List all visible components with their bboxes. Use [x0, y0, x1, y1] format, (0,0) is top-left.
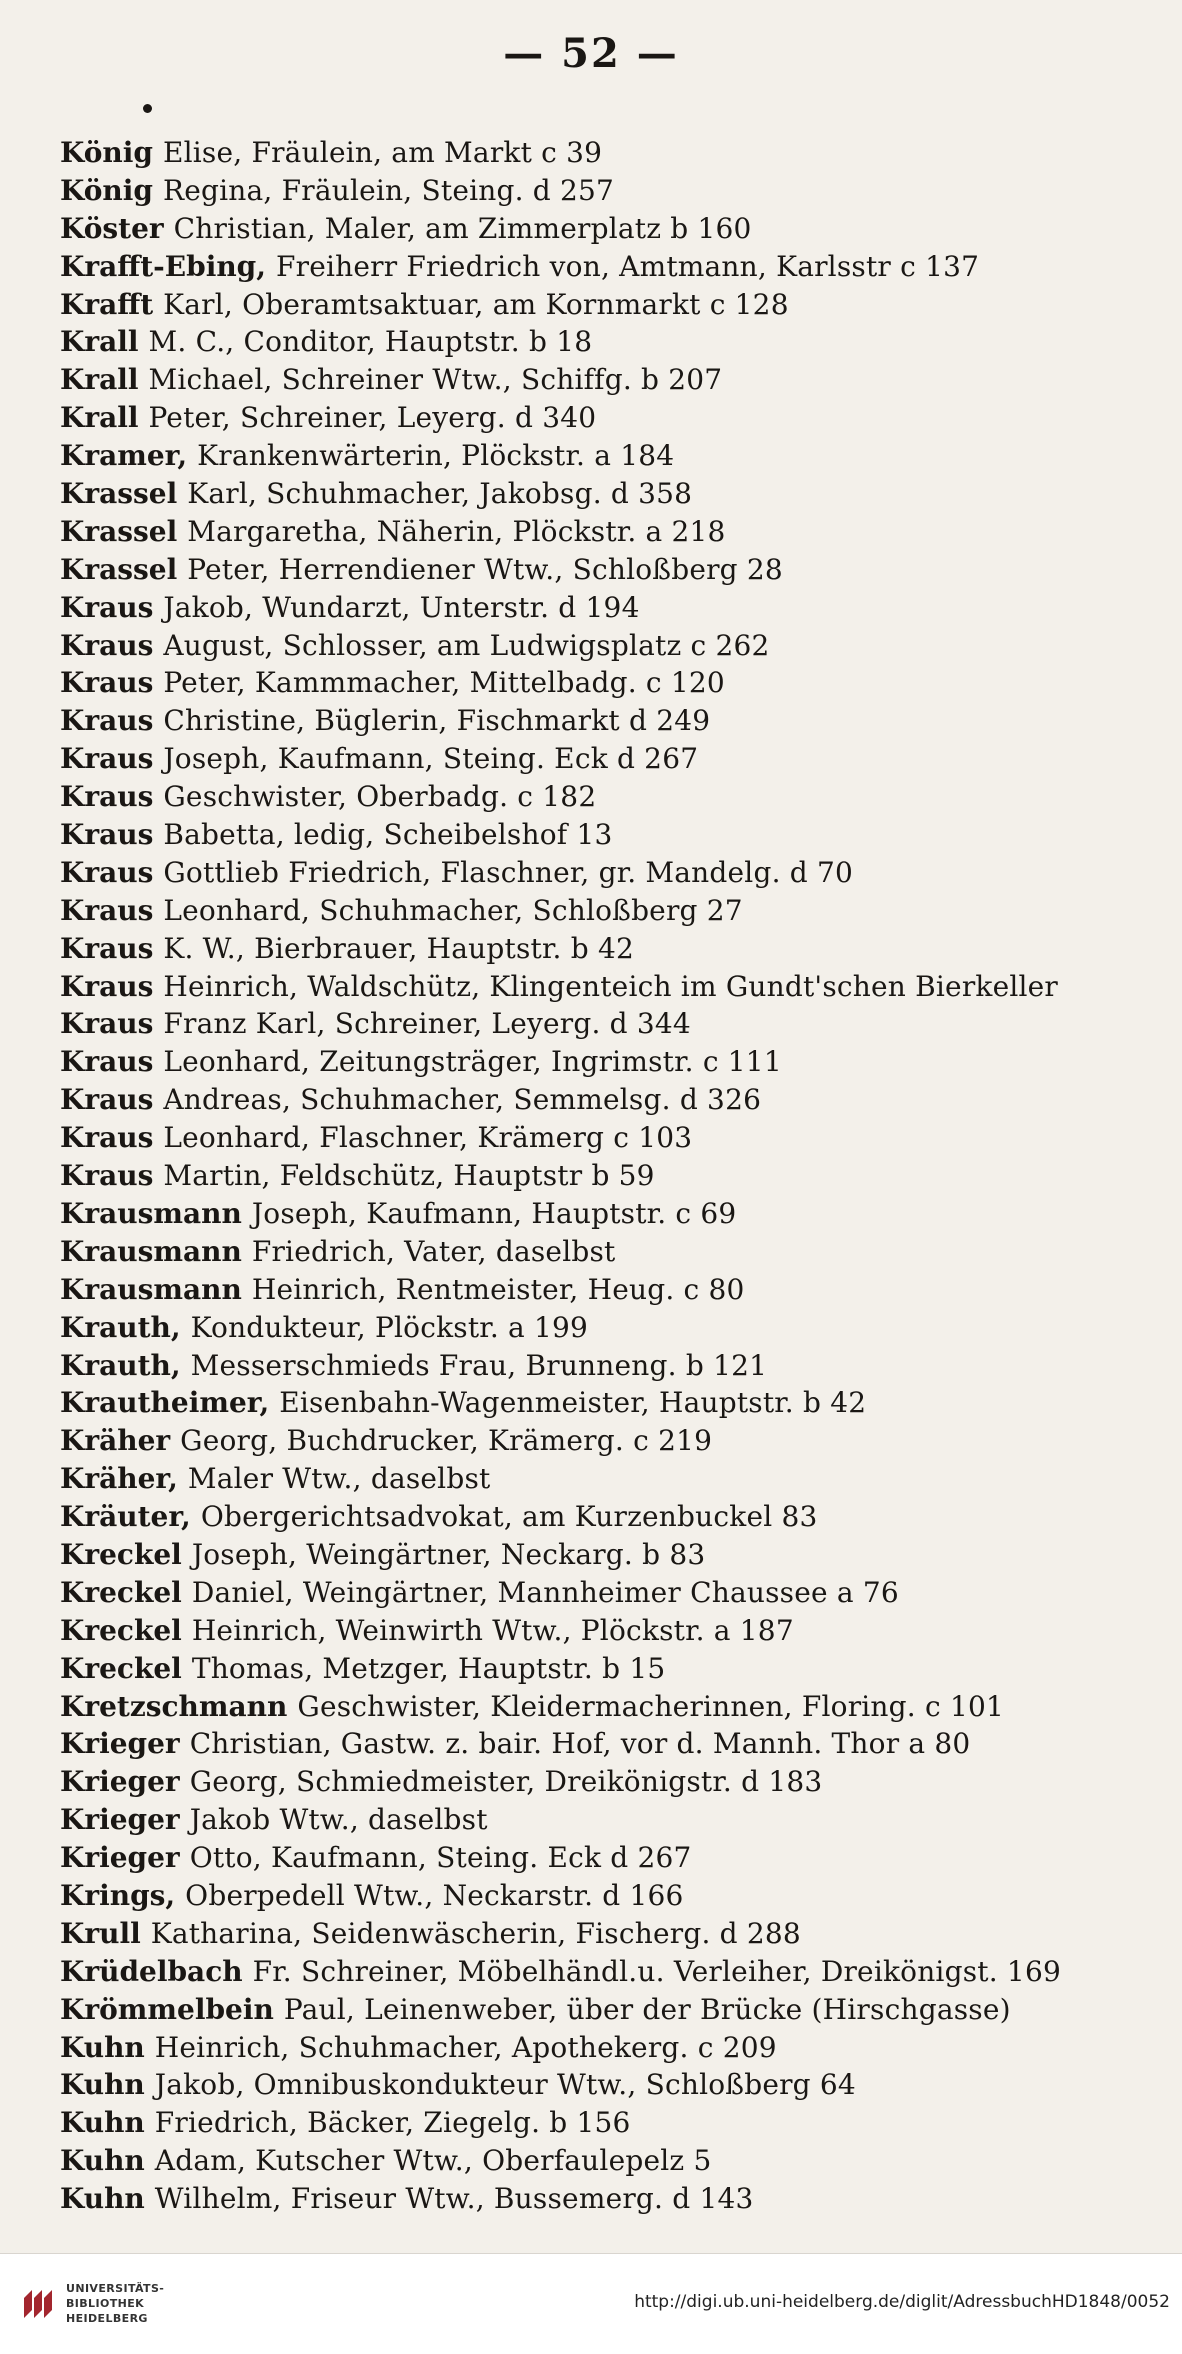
- directory-entry: [60, 1801, 1140, 1839]
- directory-entry: [60, 778, 1140, 816]
- directory-entry: [60, 740, 1140, 778]
- entry-surname: Kreckel: [60, 1651, 182, 1685]
- directory-entry: [60, 930, 1140, 968]
- entry-details: Wilhelm, Friseur Wtw., Bussemerg. d 143: [154, 2182, 754, 2216]
- entry-surname: Kraus: [60, 1083, 154, 1117]
- entry-details: Leonhard, Schuhmacher, Schloßberg 27: [163, 893, 743, 927]
- entry-details: Joseph, Kaufmann, Hauptstr. c 69: [251, 1196, 737, 1230]
- directory-entry: [60, 1384, 1140, 1422]
- directory-entry: [60, 1309, 1140, 1347]
- entry-details: Regina, Fräulein, Steing. d 257: [162, 173, 615, 207]
- entry-details: Christian, Gastw. z. bair. Hof, vor d. Mannh. Thor a 80: [189, 1727, 971, 1761]
- entry-surname: Kreckel: [60, 1537, 182, 1571]
- entry-surname: Krieger: [60, 1727, 180, 1761]
- entry-surname: Kraus: [60, 893, 154, 927]
- entry-details: M. C., Conditor, Hauptstr. b 18: [148, 325, 593, 359]
- entry-details: Thomas, Metzger, Hauptstr. b 15: [191, 1651, 666, 1685]
- entry-surname: Kräher: [60, 1424, 171, 1458]
- entry-details: Babetta, ledig, Scheibelshof 13: [163, 818, 613, 852]
- directory-entry: [60, 1460, 1140, 1498]
- entry-surname: Krüdelbach: [60, 1954, 243, 1988]
- entry-surname: Krall: [60, 363, 139, 397]
- entry-details: Geschwister, Oberbadg. c 182: [163, 780, 597, 814]
- entry-surname: Kreckel: [60, 1575, 182, 1609]
- entry-surname: Kräher,: [60, 1462, 178, 1496]
- directory-entry: [60, 1422, 1140, 1460]
- logo-line-2: BIBLIOTHEK: [66, 2297, 145, 2310]
- entry-details: Joseph, Weingärtner, Neckarg. b 83: [191, 1537, 706, 1571]
- entry-surname: Kraus: [60, 590, 154, 624]
- entry-details: Michael, Schreiner Wtw., Schiffg. b 207: [148, 363, 723, 397]
- entry-surname: Kraus: [60, 1045, 154, 1079]
- entry-surname: Kreckel: [60, 1613, 182, 1647]
- entry-details: Jakob, Wundarzt, Unterstr. d 194: [163, 590, 640, 624]
- entry-details: Georg, Schmiedmeister, Dreikönigstr. d 183: [189, 1765, 823, 1799]
- directory-entry: [60, 361, 1140, 399]
- entry-details: Heinrich, Waldschütz, Klingenteich im Gundt'schen Bierkeller: [163, 969, 1059, 1003]
- entry-details: Christian, Maler, am Zimmerplatz b 160: [173, 211, 752, 245]
- entry-details: Paul, Leinenweber, über der Brücke (Hirschgasse): [283, 1992, 1011, 2026]
- entry-surname: Krull: [60, 1916, 141, 1950]
- logo-line-1: UNIVERSITÄTS-: [66, 2282, 165, 2295]
- entry-surname: Kraus: [60, 780, 154, 814]
- university-library-logo-icon: [18, 2284, 58, 2324]
- entry-surname: Kraus: [60, 666, 154, 700]
- directory-entry: [60, 210, 1140, 248]
- directory-entry: [60, 1725, 1140, 1763]
- entry-details: Messerschmieds Frau, Brunneng. b 121: [190, 1348, 768, 1382]
- entry-surname: Kuhn: [60, 2030, 145, 2064]
- entry-details: Elise, Fräulein, am Markt c 39: [162, 136, 603, 169]
- entry-details: K. W., Bierbrauer, Hauptstr. b 42: [163, 931, 634, 965]
- directory-entry: [60, 2104, 1140, 2142]
- entry-details: Geschwister, Kleidermacherinnen, Floring. c 101: [297, 1689, 1005, 1723]
- directory-entry: [60, 892, 1140, 930]
- entry-surname: Krausmann: [60, 1234, 242, 1268]
- entry-surname: Krausmann: [60, 1272, 242, 1306]
- entry-surname: König: [60, 173, 153, 207]
- directory-entry: [60, 1081, 1140, 1119]
- entry-surname: Krauth,: [60, 1348, 181, 1382]
- directory-entry: [60, 1915, 1140, 1953]
- entry-surname: Kramer,: [60, 439, 188, 473]
- entry-details: Peter, Herrendiener Wtw., Schloßberg 28: [187, 552, 783, 586]
- entry-surname: König: [60, 136, 153, 169]
- entry-details: Franz Karl, Schreiner, Leyerg. d 344: [163, 1007, 691, 1041]
- directory-entry: [60, 437, 1140, 475]
- directory-entry: [60, 664, 1140, 702]
- entry-surname: Kraus: [60, 931, 154, 965]
- page-number: — 52 —: [503, 30, 679, 77]
- directory-entry: [60, 172, 1140, 210]
- entry-details: Otto, Kaufmann, Steing. Eck d 267: [189, 1841, 692, 1875]
- directory-entry: [60, 1119, 1140, 1157]
- directory-entry: [60, 286, 1140, 324]
- entry-surname: Krassel: [60, 552, 178, 586]
- entry-details: Adam, Kutscher Wtw., Oberfaulepelz 5: [154, 2144, 712, 2178]
- directory-entry: [60, 551, 1140, 589]
- directory-entry: [60, 816, 1140, 854]
- directory-entries: [60, 134, 1140, 2218]
- entry-details: Heinrich, Schuhmacher, Apothekerg. c 209: [154, 2030, 777, 2064]
- entry-details: Kondukteur, Plöckstr. a 199: [190, 1310, 589, 1344]
- entry-surname: Krauth,: [60, 1310, 181, 1344]
- directory-entry: [60, 1574, 1140, 1612]
- directory-entry: [60, 1005, 1140, 1043]
- directory-entry: [60, 513, 1140, 551]
- entry-surname: Krings,: [60, 1878, 176, 1912]
- entry-details: Leonhard, Flaschner, Krämerg c 103: [163, 1121, 693, 1155]
- directory-entry: [60, 1688, 1140, 1726]
- directory-entry: [60, 399, 1140, 437]
- entry-details: August, Schlosser, am Ludwigsplatz c 262: [163, 628, 770, 662]
- entry-details: Freiherr Friedrich von, Amtmann, Karlsstr c 137: [276, 249, 980, 283]
- entry-details: Heinrich, Weinwirth Wtw., Plöckstr. a 187: [191, 1613, 794, 1647]
- entry-details: Leonhard, Zeitungsträger, Ingrimstr. c 111: [163, 1045, 782, 1079]
- directory-entry: [60, 2180, 1140, 2218]
- entry-details: Peter, Kammmacher, Mittelbadg. c 120: [163, 666, 725, 700]
- entry-surname: Krieger: [60, 1765, 180, 1799]
- entry-surname: Krautheimer,: [60, 1386, 270, 1420]
- directory-entry: [60, 1233, 1140, 1271]
- entry-details: Friedrich, Bäcker, Ziegelg. b 156: [154, 2106, 631, 2140]
- entry-surname: Krassel: [60, 514, 178, 548]
- entry-surname: Krafft-Ebing,: [60, 249, 267, 283]
- entry-surname: Kraus: [60, 1007, 154, 1041]
- entry-details: Obergerichtsadvokat, am Kurzenbuckel 83: [200, 1500, 818, 1534]
- entry-surname: Krieger: [60, 1803, 180, 1837]
- entry-details: Georg, Buchdrucker, Krämerg. c 219: [180, 1424, 713, 1458]
- entry-details: Friedrich, Vater, daselbst: [251, 1234, 616, 1268]
- directory-entry: [60, 2029, 1140, 2067]
- directory-entry: [60, 1953, 1140, 1991]
- entry-surname: Krall: [60, 401, 139, 435]
- directory-entry: [60, 1157, 1140, 1195]
- entry-details: Karl, Schuhmacher, Jakobsg. d 358: [187, 477, 693, 511]
- entry-details: Margaretha, Näherin, Plöckstr. a 218: [187, 514, 726, 548]
- directory-entry: [60, 2066, 1140, 2104]
- footer-bar: [0, 2253, 1182, 2354]
- directory-entry: [60, 248, 1140, 286]
- entry-surname: Krausmann: [60, 1196, 242, 1230]
- entry-details: Eisenbahn-Wagenmeister, Hauptstr. b 42: [279, 1386, 867, 1420]
- entry-details: Maler Wtw., daselbst: [187, 1462, 491, 1496]
- directory-entry: [60, 702, 1140, 740]
- logo-line-3: HEIDELBERG: [66, 2312, 148, 2325]
- entry-details: Andreas, Schuhmacher, Semmelsg. d 326: [163, 1083, 762, 1117]
- entry-surname: Kuhn: [60, 2068, 145, 2102]
- entry-surname: Kraus: [60, 704, 154, 738]
- directory-entry: [60, 475, 1140, 513]
- directory-entry: [60, 323, 1140, 361]
- entry-surname: Kraus: [60, 855, 154, 889]
- directory-entry: [60, 1650, 1140, 1688]
- entry-details: Katharina, Seidenwäscherin, Fischerg. d 288: [150, 1916, 801, 1950]
- directory-entry: [60, 1991, 1140, 2029]
- directory-entry: [60, 1763, 1140, 1801]
- entry-details: Christine, Büglerin, Fischmarkt d 249: [163, 704, 711, 738]
- entry-details: Fr. Schreiner, Möbelhändl.u. Verleiher, Dreikönigst. 169: [252, 1954, 1061, 1988]
- entry-surname: Kraus: [60, 628, 154, 662]
- entry-surname: Kraus: [60, 742, 154, 776]
- entry-details: Heinrich, Rentmeister, Heug. c 80: [251, 1272, 745, 1306]
- entry-details: Daniel, Weingärtner, Mannheimer Chaussee a 76: [191, 1575, 899, 1609]
- entry-details: Krankenwärterin, Plöckstr. a 184: [197, 439, 675, 473]
- entry-surname: Kuhn: [60, 2106, 145, 2140]
- directory-entry: [60, 1347, 1140, 1385]
- entry-details: Jakob Wtw., daselbst: [189, 1803, 488, 1837]
- directory-entry: [60, 1195, 1140, 1233]
- entry-surname: Kraus: [60, 818, 154, 852]
- entry-surname: Krömmelbein: [60, 1992, 274, 2026]
- entry-surname: Kraus: [60, 1121, 154, 1155]
- directory-entry: [60, 1498, 1140, 1536]
- directory-entry: [60, 1839, 1140, 1877]
- directory-entry: [60, 1536, 1140, 1574]
- directory-entry: [60, 134, 1140, 172]
- entry-details: Gottlieb Friedrich, Flaschner, gr. Mandelg. d 70: [163, 855, 854, 889]
- entry-details: Oberpedell Wtw., Neckarstr. d 166: [185, 1878, 684, 1912]
- entry-surname: Krassel: [60, 477, 178, 511]
- ink-dot: [143, 104, 152, 113]
- directory-entry: [60, 968, 1140, 1006]
- entry-surname: Köster: [60, 211, 164, 245]
- directory-entry: [60, 1612, 1140, 1650]
- entry-surname: Kraus: [60, 969, 154, 1003]
- directory-entry: [60, 589, 1140, 627]
- entry-details: Joseph, Kaufmann, Steing. Eck d 267: [163, 742, 699, 776]
- entry-surname: Krall: [60, 325, 139, 359]
- entry-surname: Kretzschmann: [60, 1689, 288, 1723]
- source-url-link[interactable]: http://digi.ub.uni-heidelberg.de/diglit/AdressbuchHD1848/0052: [634, 2292, 1170, 2312]
- entry-surname: Kuhn: [60, 2182, 145, 2216]
- entry-details: Martin, Feldschütz, Hauptstr b 59: [163, 1159, 655, 1193]
- directory-entry: [60, 2142, 1140, 2180]
- directory-entry: [60, 1271, 1140, 1309]
- entry-surname: Krieger: [60, 1841, 180, 1875]
- directory-entry: [60, 627, 1140, 665]
- library-logo-text: [66, 2281, 164, 2326]
- entry-surname: Kraus: [60, 1159, 154, 1193]
- directory-entry: [60, 1877, 1140, 1915]
- entry-details: Peter, Schreiner, Leyerg. d 340: [148, 401, 597, 435]
- entry-surname: Kuhn: [60, 2144, 145, 2178]
- directory-entry: [60, 854, 1140, 892]
- entry-details: Jakob, Omnibuskondukteur Wtw., Schloßberg 64: [154, 2068, 856, 2102]
- entry-surname: Krafft: [60, 287, 154, 321]
- directory-entry: [60, 1043, 1140, 1081]
- entry-surname: Kräuter,: [60, 1500, 191, 1534]
- entry-details: Karl, Oberamtsaktuar, am Kornmarkt c 128: [163, 287, 789, 321]
